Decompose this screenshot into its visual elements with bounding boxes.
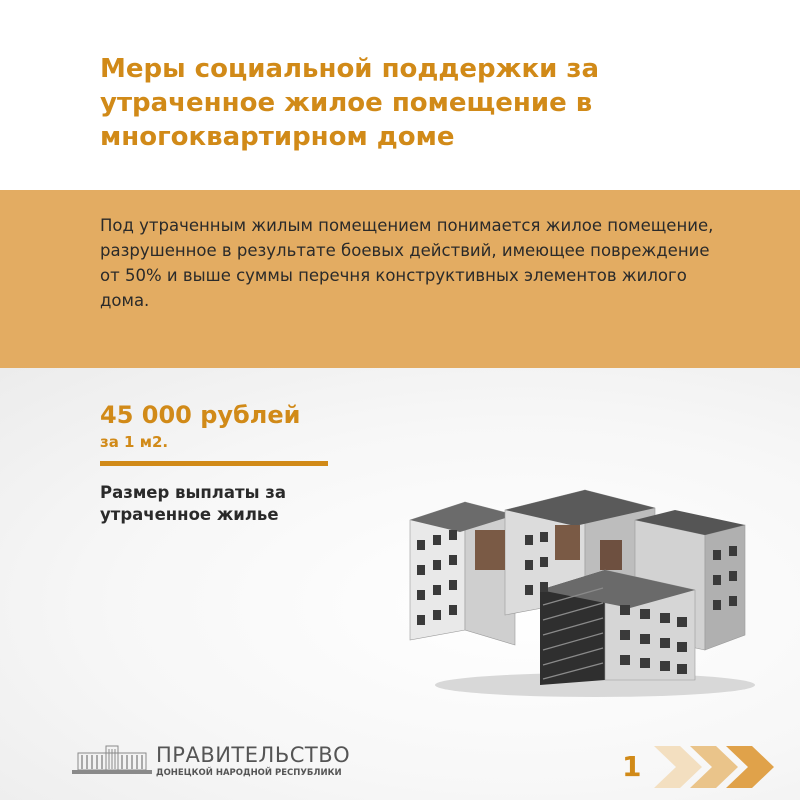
divider-line: [100, 461, 328, 466]
page-number: 1: [622, 750, 642, 783]
org-name: ПРАВИТЕЛЬСТВО: [156, 743, 351, 767]
payment-unit: за 1 м2.: [100, 433, 169, 451]
payment-amount: 45 000 рублей: [100, 401, 301, 429]
definition-text: Под утраченным жилым помещением понимается жилое помещение, разрушенное в результате боевых действий, имеющее повреждение от 50% и выше суммы перечня конструктивных элементов жилого дома.: [100, 216, 714, 310]
apartment-building-illustration: [405, 480, 755, 700]
chevron-right-icon[interactable]: [650, 744, 790, 790]
payment-caption: Размер выплаты за утраченное жилье: [100, 483, 286, 524]
government-building-icon: [72, 743, 152, 775]
org-subtitle: ДОНЕЦКОЙ НАРОДНОЙ РЕСПУБЛИКИ: [156, 768, 342, 778]
page-title: Меры социальной поддержки за утраченное жилое помещение в многоквартирном доме: [100, 54, 600, 152]
